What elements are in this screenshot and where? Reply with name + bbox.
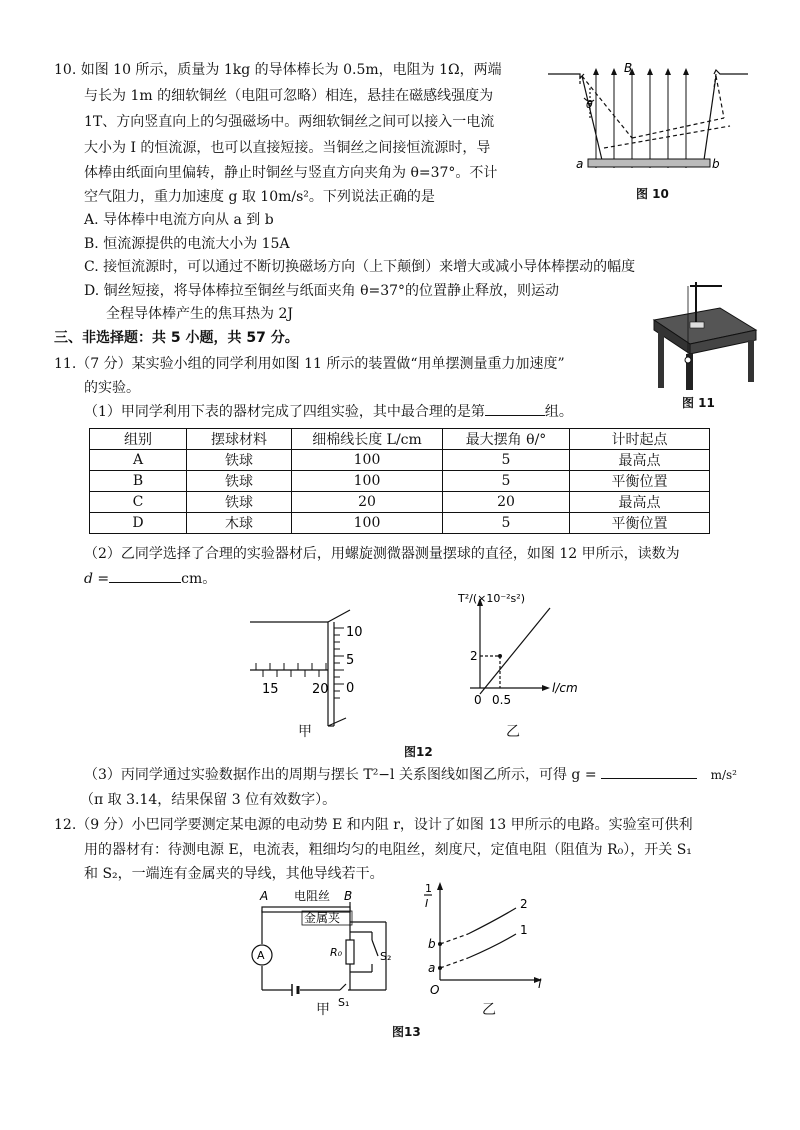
- graph-y-label: T²/(×10⁻²s²): [458, 592, 525, 605]
- q10-line-4: 大小为 I 的恒流源，也可以直接短接。当铜丝之间接恒流源时，导: [84, 140, 491, 156]
- table-cell: 5: [443, 450, 570, 471]
- graph13-intercept-a: a: [428, 961, 436, 975]
- section-3-heading: 三、非选择题：共 5 小题，共 57 分。: [54, 330, 299, 346]
- q11-d-blank[interactable]: [109, 582, 181, 583]
- table-cell: 100: [292, 513, 443, 534]
- q10-line-2: 与长为 1m 的细软铜丝（电阻可忽略）相连，悬挂在磁感线强度为: [84, 88, 494, 104]
- q11-part-1-suffix: 组。: [544, 404, 573, 420]
- thimble-tick-0: 0: [346, 681, 355, 696]
- table-cell: 20: [292, 492, 443, 513]
- table-cell: 铁球: [187, 492, 292, 513]
- fig11-caption: 图 11: [682, 396, 715, 410]
- table-row: [90, 450, 710, 471]
- graph13-y-den: I: [425, 897, 429, 910]
- table-header: 细棉线长度 L/cm: [292, 429, 443, 450]
- table-row: [90, 492, 710, 513]
- figure-13-circuit: [240, 886, 400, 1016]
- q10-line-5: 体棒由纸面向里偏转，静止时铜丝与竖直方向夹角为 θ=37°。不计: [84, 165, 498, 181]
- table-row: [90, 513, 710, 534]
- figure-13-graph: [416, 876, 566, 1002]
- table-cell: 5: [443, 513, 570, 534]
- graph-origin: 0: [474, 693, 482, 707]
- table-header-row: [90, 429, 710, 450]
- q11-g-unit: m/s²: [710, 768, 737, 782]
- circuit-label-r0: R₀: [330, 946, 343, 959]
- table-cell: 铁球: [187, 471, 292, 492]
- fig13-sub-a: 甲: [316, 1002, 330, 1018]
- micrometer-tick-20: 20: [312, 682, 329, 697]
- table-cell: B: [90, 471, 187, 492]
- q12-line-2: 用的器材有：待测电源 E，电流表，粗细均匀的电阻丝，刻度尺，定值电阻（阻值为 R₀），开关 S₁: [84, 842, 692, 858]
- fig13-caption: 图13: [392, 1025, 421, 1039]
- q12-line-3: 和 S₂，一端连有金属夹的导线，其他导线若干。: [84, 866, 384, 882]
- graph13-line-1: 1: [520, 923, 528, 937]
- q11-part-1-text: （1）甲同学利用下表的器材完成了四组实验，其中最合理的是第: [84, 404, 485, 420]
- figure-12-micrometer: [246, 608, 376, 728]
- q11-intro-2: 的实验。: [84, 380, 140, 396]
- figure-10: [544, 58, 750, 186]
- circuit-label-a: A: [260, 889, 269, 903]
- graph-x-tick: 0.5: [492, 693, 512, 707]
- graph-y-tick: 2: [470, 649, 478, 663]
- graph13-origin: O: [430, 983, 440, 997]
- q11-d-unit: cm。: [181, 571, 217, 587]
- table-header: 组别: [90, 429, 187, 450]
- q10-option-d: D. 铜丝短接，将导体棒拉至铜丝与纸面夹角 θ=37°的位置静止释放，则运动: [84, 283, 560, 299]
- table-header: 摆球材料: [187, 429, 292, 450]
- table-cell: 最高点: [570, 450, 710, 471]
- circuit-label-clip: 金属夹: [304, 911, 341, 925]
- q11-g-blank[interactable]: [601, 778, 697, 779]
- circuit-label-wire: 电阻丝: [294, 889, 331, 903]
- table-cell: 5: [443, 471, 570, 492]
- table-cell: D: [90, 513, 187, 534]
- fig12-sub-b: 乙: [506, 724, 520, 740]
- circuit-label-s1: S₁: [338, 996, 350, 1009]
- q11-d-label: d =: [84, 571, 110, 587]
- q11-part-2-answer: [84, 569, 216, 589]
- table-cell: 100: [292, 450, 443, 471]
- fig10-caption: 图 10: [636, 187, 669, 201]
- q11-part-3: [84, 765, 737, 785]
- fig10-label-b: b: [712, 157, 720, 171]
- circuit-label-s2: S₂: [380, 950, 392, 963]
- table-cell: 平衡位置: [570, 513, 710, 534]
- q11-part-2: （2）乙同学选择了合理的实验器材后，用螺旋测微器测量摆球的直径，如图 12 甲所示，读数为: [84, 546, 680, 562]
- table-cell: 100: [292, 471, 443, 492]
- fig10-label-b-field: B: [624, 61, 633, 75]
- figure-12-graph: [440, 588, 600, 738]
- q11-intro-1: 11.（7 分）某实验小组的同学利用如图 11 所示的装置做“用单摆测量重力加速度”: [54, 356, 565, 372]
- fig13-sub-b: 乙: [482, 1002, 496, 1018]
- q10-line-3: 1T、方向竖直向上的匀强磁场中。两细软铜丝之间可以接入一电流: [84, 114, 495, 130]
- fig10-label-theta: θ: [586, 98, 593, 111]
- q10-line-1: 10. 如图 10 所示，质量为 1kg 的导体棒长为 0.5m，电阻为 1Ω，两端: [54, 62, 502, 78]
- q11-part-3-note: （π 取 3.14，结果保留 3 位有效数字）。: [80, 792, 337, 808]
- thimble-tick-10: 10: [346, 625, 363, 640]
- fig10-label-a: a: [576, 157, 584, 171]
- q11-part-1-blank[interactable]: [485, 415, 545, 416]
- q11-part-1: [84, 402, 573, 422]
- table-cell: C: [90, 492, 187, 513]
- table-cell: 平衡位置: [570, 471, 710, 492]
- experiment-table: [89, 428, 710, 534]
- table-header: 最大摆角 θ/°: [443, 429, 570, 450]
- graph13-line-2: 2: [520, 897, 528, 911]
- q10-option-a: A. 导体棒中电流方向从 a 到 b: [84, 212, 274, 228]
- graph13-y-num: 1: [425, 882, 432, 895]
- figure-11: [650, 278, 760, 393]
- q10-option-d-cont: 全程导体棒产生的焦耳热为 2J: [106, 306, 293, 322]
- q11-part-3-text: （3）丙同学通过实验数据作出的周期与摆长 T²−l 关系图线如图乙所示，可得 g =: [84, 767, 597, 783]
- circuit-label-b: B: [344, 889, 353, 903]
- micrometer-tick-15: 15: [262, 682, 279, 697]
- table-cell: A: [90, 450, 187, 471]
- thimble-tick-5: 5: [346, 653, 355, 668]
- table-header: 计时起点: [570, 429, 710, 450]
- fig12-caption: 图12: [404, 745, 433, 759]
- fig12-sub-a: 甲: [298, 724, 312, 740]
- table-cell: 20: [443, 492, 570, 513]
- table-row: [90, 471, 710, 492]
- q10-line-6: 空气阻力，重力加速度 g 取 10m/s²。下列说法正确的是: [84, 189, 435, 205]
- table-cell: 木球: [187, 513, 292, 534]
- table-cell: 最高点: [570, 492, 710, 513]
- graph13-intercept-b: b: [428, 937, 436, 951]
- q10-option-b: B. 恒流源提供的电流大小为 15A: [84, 236, 290, 252]
- table-cell: 铁球: [187, 450, 292, 471]
- q10-option-c: C. 接恒流源时，可以通过不断切换磁场方向（上下颠倒）来增大或减小导体棒摆动的幅度: [84, 259, 636, 275]
- ammeter-icon: A: [257, 949, 265, 962]
- q12-line-1: 12.（9 分）小巴同学要测定某电源的电动势 E 和内阻 r，设计了如图 13 甲所示的电路。实验室可供利: [54, 817, 693, 833]
- graph13-x-label: l: [538, 977, 542, 991]
- graph-x-label: l/cm: [552, 681, 578, 695]
